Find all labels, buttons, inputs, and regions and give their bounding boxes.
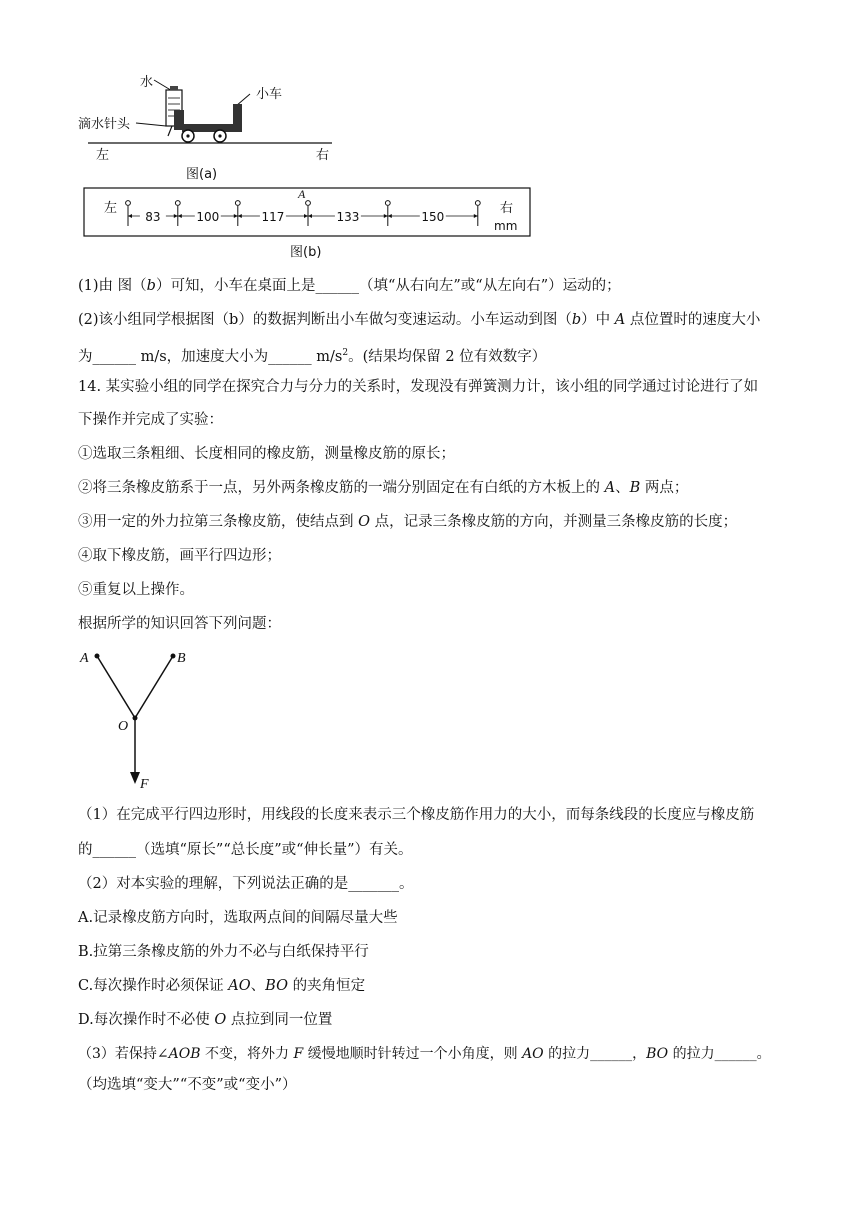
q14-option-c <box>78 976 365 996</box>
s3-c: 点，记录三条橡皮筋的方向，并测量三条橡皮筋的长度； <box>370 514 738 530</box>
q14-step5: ⑤重复以上操作。 <box>78 582 194 598</box>
caption-b: 图(b) <box>290 245 322 260</box>
q3-a: （3）若保持∠ <box>78 1046 169 1062</box>
q3-d: F <box>293 1046 304 1062</box>
label-right: 右 <box>316 148 330 163</box>
q14-sub1-line2: 的______（选填“原长”“总长度”或“伸长量”）有关。 <box>78 842 413 858</box>
label-water: 水 <box>140 75 154 90</box>
tape-dot <box>126 201 131 206</box>
label-cart: 小车 <box>256 87 283 102</box>
q14-sub3-line2: （均选填“变大”“不变”或“变小”） <box>78 1077 297 1093</box>
optd-a: D.每次操作时不必使 <box>78 1012 215 1028</box>
s2-e: 两点； <box>640 480 689 496</box>
q13-p1-text-a: (1)由 图（ <box>78 278 147 294</box>
tape-dot <box>306 201 311 206</box>
figure-rubber-bands <box>74 642 204 798</box>
arrow-down-icon <box>130 772 140 784</box>
q13-p3-text-b: 。(结果均保留 2 位有效数字） <box>348 348 547 365</box>
s3-a: ③用一定的外力拉第三条橡皮筋，使结点到 <box>78 514 359 530</box>
q14-sub2: （2）对本实验的理解，下列说法正确的是_______。 <box>78 876 414 892</box>
q3-f: AO <box>522 1046 544 1062</box>
q13-p2-text-e: 点位置时的速度大小 <box>625 312 761 328</box>
q13-p1-text-c: ）可知，小车在桌面上是______（填“从右向左”或“从左向右”）运动的； <box>155 278 621 294</box>
q14-option-a: A.记录橡皮筋方向时，选取两点间的间隔尽量大些 <box>78 910 398 926</box>
s2-c: 、 <box>615 480 630 496</box>
q3-h: BO <box>646 1046 669 1062</box>
optd-b: O <box>214 1012 227 1028</box>
q13-part3 <box>78 343 546 367</box>
segment-length-label: 150 <box>421 210 445 224</box>
q3-c: 不变，将外力 <box>200 1046 294 1062</box>
optc-e: 的夹角恒定 <box>287 978 366 994</box>
q13-p3-text-a: 为______ m/s，加速度大小为______ m/s <box>78 348 343 365</box>
point-a: A <box>80 651 89 666</box>
q14-step2 <box>78 478 688 498</box>
segment-length-label: 117 <box>261 210 285 224</box>
segment-length-label: 83 <box>145 210 161 224</box>
tape-dot <box>385 201 390 206</box>
q14-option-d <box>78 1010 332 1030</box>
q3-e: 缓慢地顺时针转过一个小角度，则 <box>303 1046 523 1062</box>
q14-sub3 <box>78 1044 771 1064</box>
tape-label-right: 右 <box>500 201 514 216</box>
optc-a: C.每次操作时必须保证 <box>78 978 229 994</box>
tape-dot <box>235 201 240 206</box>
q13-p2-point-a: A <box>614 312 626 328</box>
q14-sub1-line1: （1）在完成平行四边形时，用线段的长度来表示三个橡皮筋作用力的大小，而每条线段的长度应与橡皮筋 <box>78 807 755 823</box>
s3-b: O <box>358 514 370 530</box>
q14-line2: 下操作并完成了实验： <box>78 412 223 428</box>
point-a-label: A <box>298 187 306 201</box>
optc-c: 、 <box>250 978 266 994</box>
q3-i: 的拉力______。 <box>668 1046 771 1062</box>
figure-b <box>78 182 538 264</box>
label-left: 左 <box>96 148 110 163</box>
tape-label-left: 左 <box>104 201 118 216</box>
q14-line1: 14. 某实验小组的同学在探究合力与分力的关系时，发现没有弹簧测力计，该小组的同学通过讨论进行了如 <box>78 379 759 395</box>
figure-a <box>70 60 350 185</box>
q14-step1: ①选取三条粗细、长度相同的橡皮筋，测量橡皮筋的原长； <box>78 446 455 462</box>
q14-option-b: B.拉第三条橡皮筋的外力不必与白纸保持平行 <box>78 944 369 960</box>
segment-length-label: 133 <box>336 210 360 224</box>
q3-b: AOB <box>168 1046 201 1062</box>
optd-c: 点拉到同一位置 <box>226 1012 333 1028</box>
q13-p3-sup: 2 <box>342 348 349 358</box>
caption-a: 图(a) <box>186 167 218 182</box>
q13-p2-text-c: ）中 <box>581 312 615 328</box>
optc-d: BO <box>265 978 288 994</box>
q13-p2-fig-b: b <box>571 312 582 328</box>
segment-length-label: 100 <box>196 210 220 224</box>
s2-b: A <box>604 480 616 496</box>
cart-icon <box>174 104 242 142</box>
s2-a: ②将三条橡皮筋系于一点，另外两条橡皮筋的一端分别固定在有白纸的方木板上的 <box>78 480 605 496</box>
tape-dot <box>175 201 180 206</box>
q13-p1-fig-b: b <box>146 278 156 294</box>
label-needle: 滴水针头 <box>78 117 131 132</box>
q13-part2 <box>78 310 760 330</box>
q13-p2-text-a: (2)该小组同学根据图（b）的数据判断出小车做匀变速运动。小车运动到图（ <box>78 312 572 328</box>
point-o: O <box>118 719 129 734</box>
q3-g: 的拉力______， <box>543 1046 647 1062</box>
force-f: F <box>140 777 149 792</box>
optc-b: AO <box>228 978 251 994</box>
s2-d: B <box>629 480 641 496</box>
q14-step3 <box>78 512 737 532</box>
q13-part1 <box>78 276 621 296</box>
q14-step4: ④取下橡皮筋，画平行四边形； <box>78 548 281 564</box>
q14-intro: 根据所学的知识回答下列问题： <box>78 616 281 632</box>
tape-unit: mm <box>494 219 518 233</box>
point-b: B <box>177 651 186 666</box>
tape-dot <box>475 201 480 206</box>
